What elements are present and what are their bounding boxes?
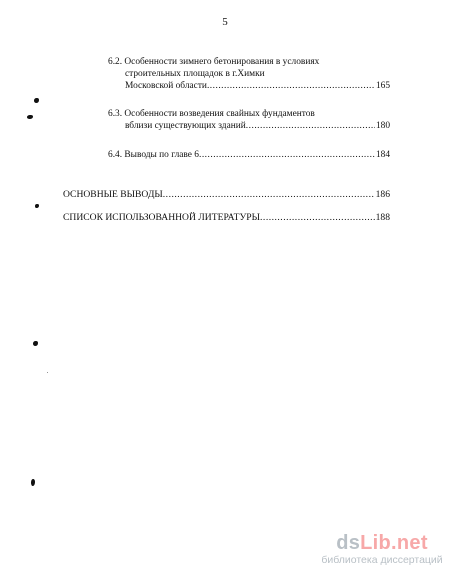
toc-entry-conclusions-title: ОСНОВНЫЕ ВЫВОДЫ — [63, 189, 163, 200]
page-number: 5 — [222, 16, 228, 28]
scan-speck — [31, 479, 35, 486]
toc-entry-6-4-leader-line — [108, 149, 390, 161]
dslib-logo-prefix: ds — [336, 532, 361, 554]
toc-entry-6-4-dot-leader — [199, 149, 375, 161]
toc-entry-6-2-heading — [108, 56, 390, 68]
toc-entry-6-3-heading — [108, 108, 390, 120]
toc-entry-6-4-title: Выводы по главе 6 — [124, 150, 199, 160]
toc-entry-6-2-page: 165 — [375, 81, 390, 91]
toc-entry-6-2-leader-line — [108, 80, 390, 92]
toc-entry-references-dot-leader — [260, 212, 375, 224]
toc-entry-6-3-title-line1: Особенности возведения свайных фундаментов — [124, 109, 315, 119]
toc-entry-6-2-title-line1: Особенности зимнего бетонирования в условиях — [124, 57, 320, 67]
toc-entry-6-4[interactable] — [108, 149, 390, 161]
toc-entry-references-leader-line — [63, 212, 390, 224]
scan-speck — [47, 372, 48, 373]
toc-entry-6-2-title-line3: Московской области — [125, 81, 207, 91]
toc-entry-6-3-dot-leader — [246, 120, 375, 132]
toc-entry-6-3-number: 6.3. — [108, 109, 123, 119]
scan-speck — [33, 341, 38, 346]
dslib-tagline: библиотека диссертаций — [321, 554, 443, 566]
toc-entry-references[interactable] — [63, 212, 390, 224]
dslib-watermark — [320, 532, 444, 567]
toc-entry-6-2-number: 6.2. — [108, 57, 123, 67]
toc-entry-conclusions[interactable] — [63, 189, 390, 201]
toc-entry-6-2[interactable] — [108, 56, 390, 92]
toc-entry-6-4-heading — [108, 149, 199, 161]
toc-entry-references-title: СПИСОК ИСПОЛЬЗОВАННОЙ ЛИТЕРАТУРЫ — [63, 212, 261, 223]
toc-entry-6-2-title-line2: строительных площадок в г.Химки — [125, 69, 265, 79]
scan-speck — [27, 115, 33, 119]
toc-entry-6-3[interactable] — [108, 108, 390, 132]
dslib-logo-suffix: Lib.net — [360, 532, 428, 554]
toc-entry-6-3-leader-line — [108, 120, 390, 132]
dslib-logo — [320, 532, 444, 554]
scan-speck — [35, 204, 39, 208]
toc-entry-6-4-page: 184 — [375, 150, 390, 160]
toc-entry-6-3-title-line2: вблизи существующих зданий — [125, 121, 246, 131]
toc-entry-conclusions-dot-leader — [163, 189, 375, 201]
toc-entry-6-4-number: 6.4. — [108, 150, 123, 160]
scan-speck — [34, 98, 39, 103]
toc-entry-conclusions-leader-line — [63, 189, 390, 201]
toc-entry-6-2-dot-leader — [207, 80, 375, 92]
toc-entry-references-page: 188 — [375, 212, 390, 223]
toc-entry-6-3-page: 180 — [375, 121, 390, 131]
toc-entry-conclusions-page: 186 — [375, 189, 390, 200]
